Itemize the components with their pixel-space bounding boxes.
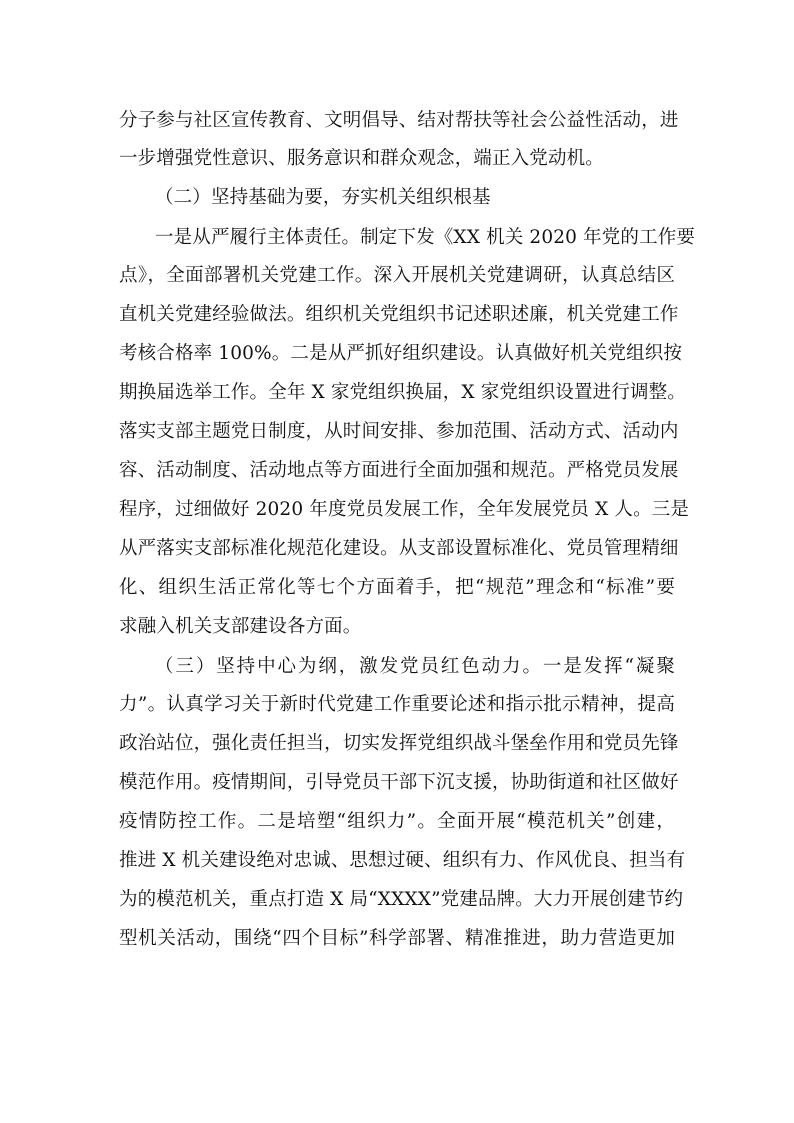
paragraph-line: 疫情防控工作。二是培塑“组织力”。全面开展“模范机关”创建， bbox=[119, 811, 675, 832]
paragraph-line: 一步增强党性意识、服务意识和群众观念，端正入党动机。 bbox=[119, 148, 604, 169]
paragraph-line: 点》，全面部署机关党建工作。深入开展机关党建调研，认真总结区 bbox=[119, 265, 675, 286]
paragraph-line: 期换届选举工作。全年 X 家党组织换届，X 家党组织设置进行调整。 bbox=[119, 382, 686, 403]
paragraph-line: 政治站位，强化责任担当，切实发挥党组织战斗堡垒作用和党员先锋 bbox=[119, 733, 679, 754]
paragraph-line: 程序，过细做好 2020 年度党员发展工作，全年发展党员 X 人。三是 bbox=[119, 499, 690, 520]
paragraph-line: 分子参与社区宣传教育、文明倡导、结对帮扶等社会公益性活动，进 bbox=[119, 110, 679, 131]
paragraph-line: 为的模范机关，重点打造 X 局“XXXX”党建品牌。大力开展创建节约 bbox=[119, 889, 684, 910]
paragraph-line: 推进 X 机关建设绝对忠诚、思想过硬、组织有力、作风优良、担当有 bbox=[119, 850, 686, 871]
paragraph-line: 落实支部主题党日制度，从时间安排、参加范围、活动方式、活动内 bbox=[119, 421, 679, 442]
paragraph-line: 模范作用。疫情期间，引导党员干部下沉支援，协助街道和社区做好 bbox=[119, 772, 679, 793]
paragraph-line: 型机关活动，围绕“四个目标”科学部署、精准推进，助力营造更加 bbox=[119, 928, 675, 949]
paragraph-line: 求融入机关支部建设各方面。 bbox=[119, 616, 362, 637]
paragraph-line: 化、组织生活正常化等七个方面着手，把“规范”理念和“标准”要 bbox=[119, 577, 675, 598]
paragraph-line: 一是从严履行主体责任。制定下发《XX 机关 2020 年党的工作要 bbox=[155, 227, 696, 248]
paragraph-line: 力”。认真学习关于新时代党建工作重要论述和指示批示精神，提高 bbox=[119, 694, 675, 715]
paragraph-line: 从严落实支部标准化规范化建设。从支部设置标准化、党员管理精细 bbox=[119, 538, 679, 559]
section-heading-paragraph: （三）坚持中心为纲，激发党员红色动力。一是发挥“凝聚 bbox=[155, 656, 675, 677]
paragraph-line: 直机关党建经验做法。组织机关党组织书记述职述廉，机关党建工作 bbox=[119, 304, 679, 325]
section-heading: （二）坚持基础为要，夯实机关组织根基 bbox=[155, 187, 491, 208]
paragraph-line: 容、活动制度、活动地点等方面进行全面加强和规范。严格党员发展 bbox=[119, 460, 679, 481]
paragraph-line: 考核合格率 100%。二是从严抓好组织建设。认真做好机关党组织按 bbox=[119, 343, 683, 364]
